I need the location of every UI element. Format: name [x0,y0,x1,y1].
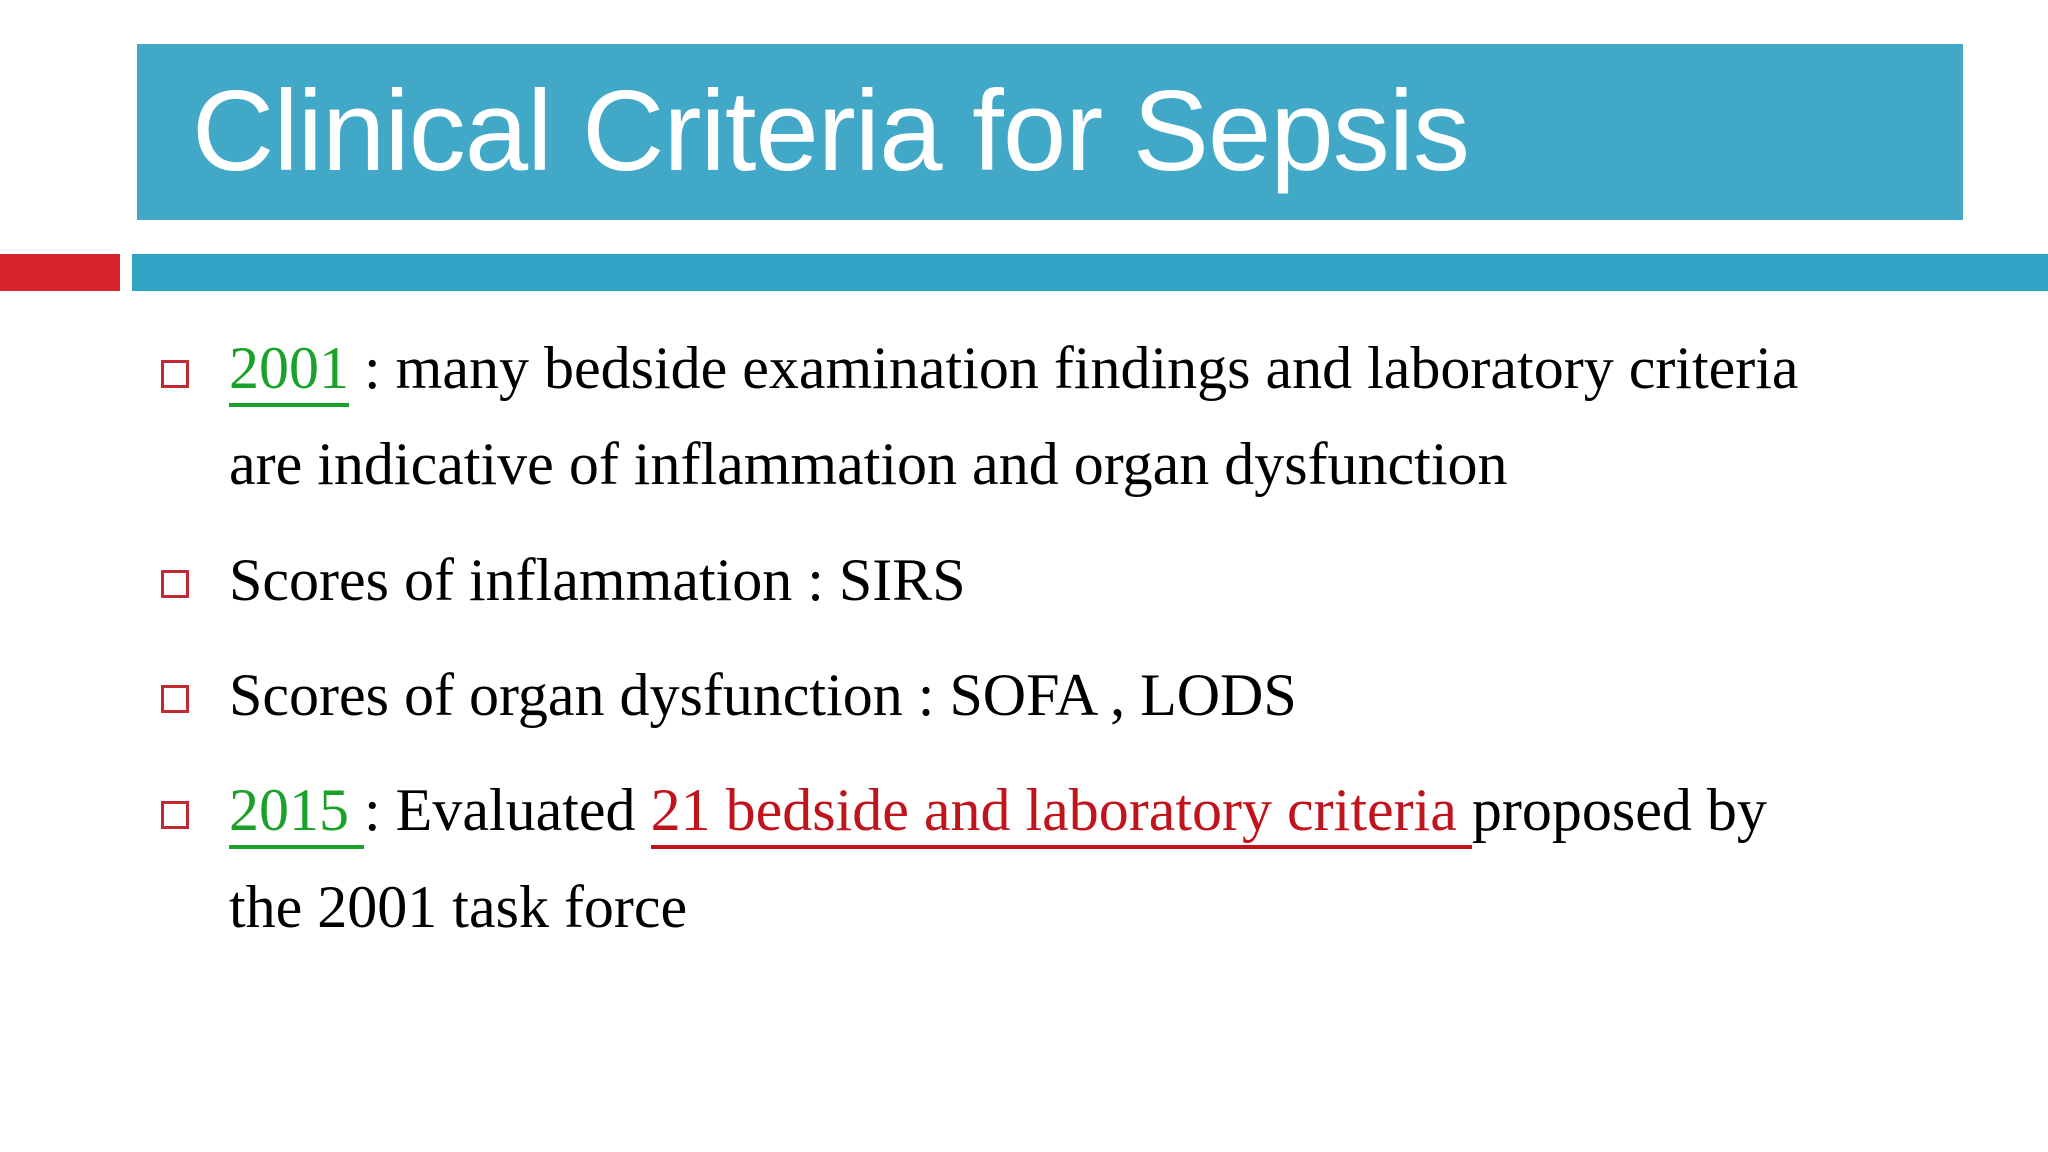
bullet-4-line-2: the 2001 task force [229,874,688,940]
slide-title: Clinical Criteria for Sepsis [192,68,1470,195]
bullet-4-prefix: : Evaluated [364,777,651,843]
bullet-3-line: Scores of organ dysfunction : SOFA , LODS [229,662,1297,728]
bullet-2-line: Scores of inflammation : SIRS [229,547,966,613]
bullet-square-icon [161,360,189,388]
highlight-criteria: 21 bedside and laboratory criteria [651,777,1472,849]
bullet-1-text: : many bedside examination findings and laboratory criteria [349,335,1799,401]
year-2015: 2015 [229,777,364,849]
bullet-1-line-2: are indicative of inflammation and organ dysfunction [229,431,1508,497]
bullet-square-icon [161,570,189,598]
bullet-4-line-1 [229,775,1767,845]
bullet-square-icon [161,801,189,829]
year-2001: 2001 [229,335,349,407]
bullet-1-line-1 [229,333,1799,403]
bullet-4-suffix: proposed by [1471,777,1767,843]
bullet-square-icon [161,685,189,713]
